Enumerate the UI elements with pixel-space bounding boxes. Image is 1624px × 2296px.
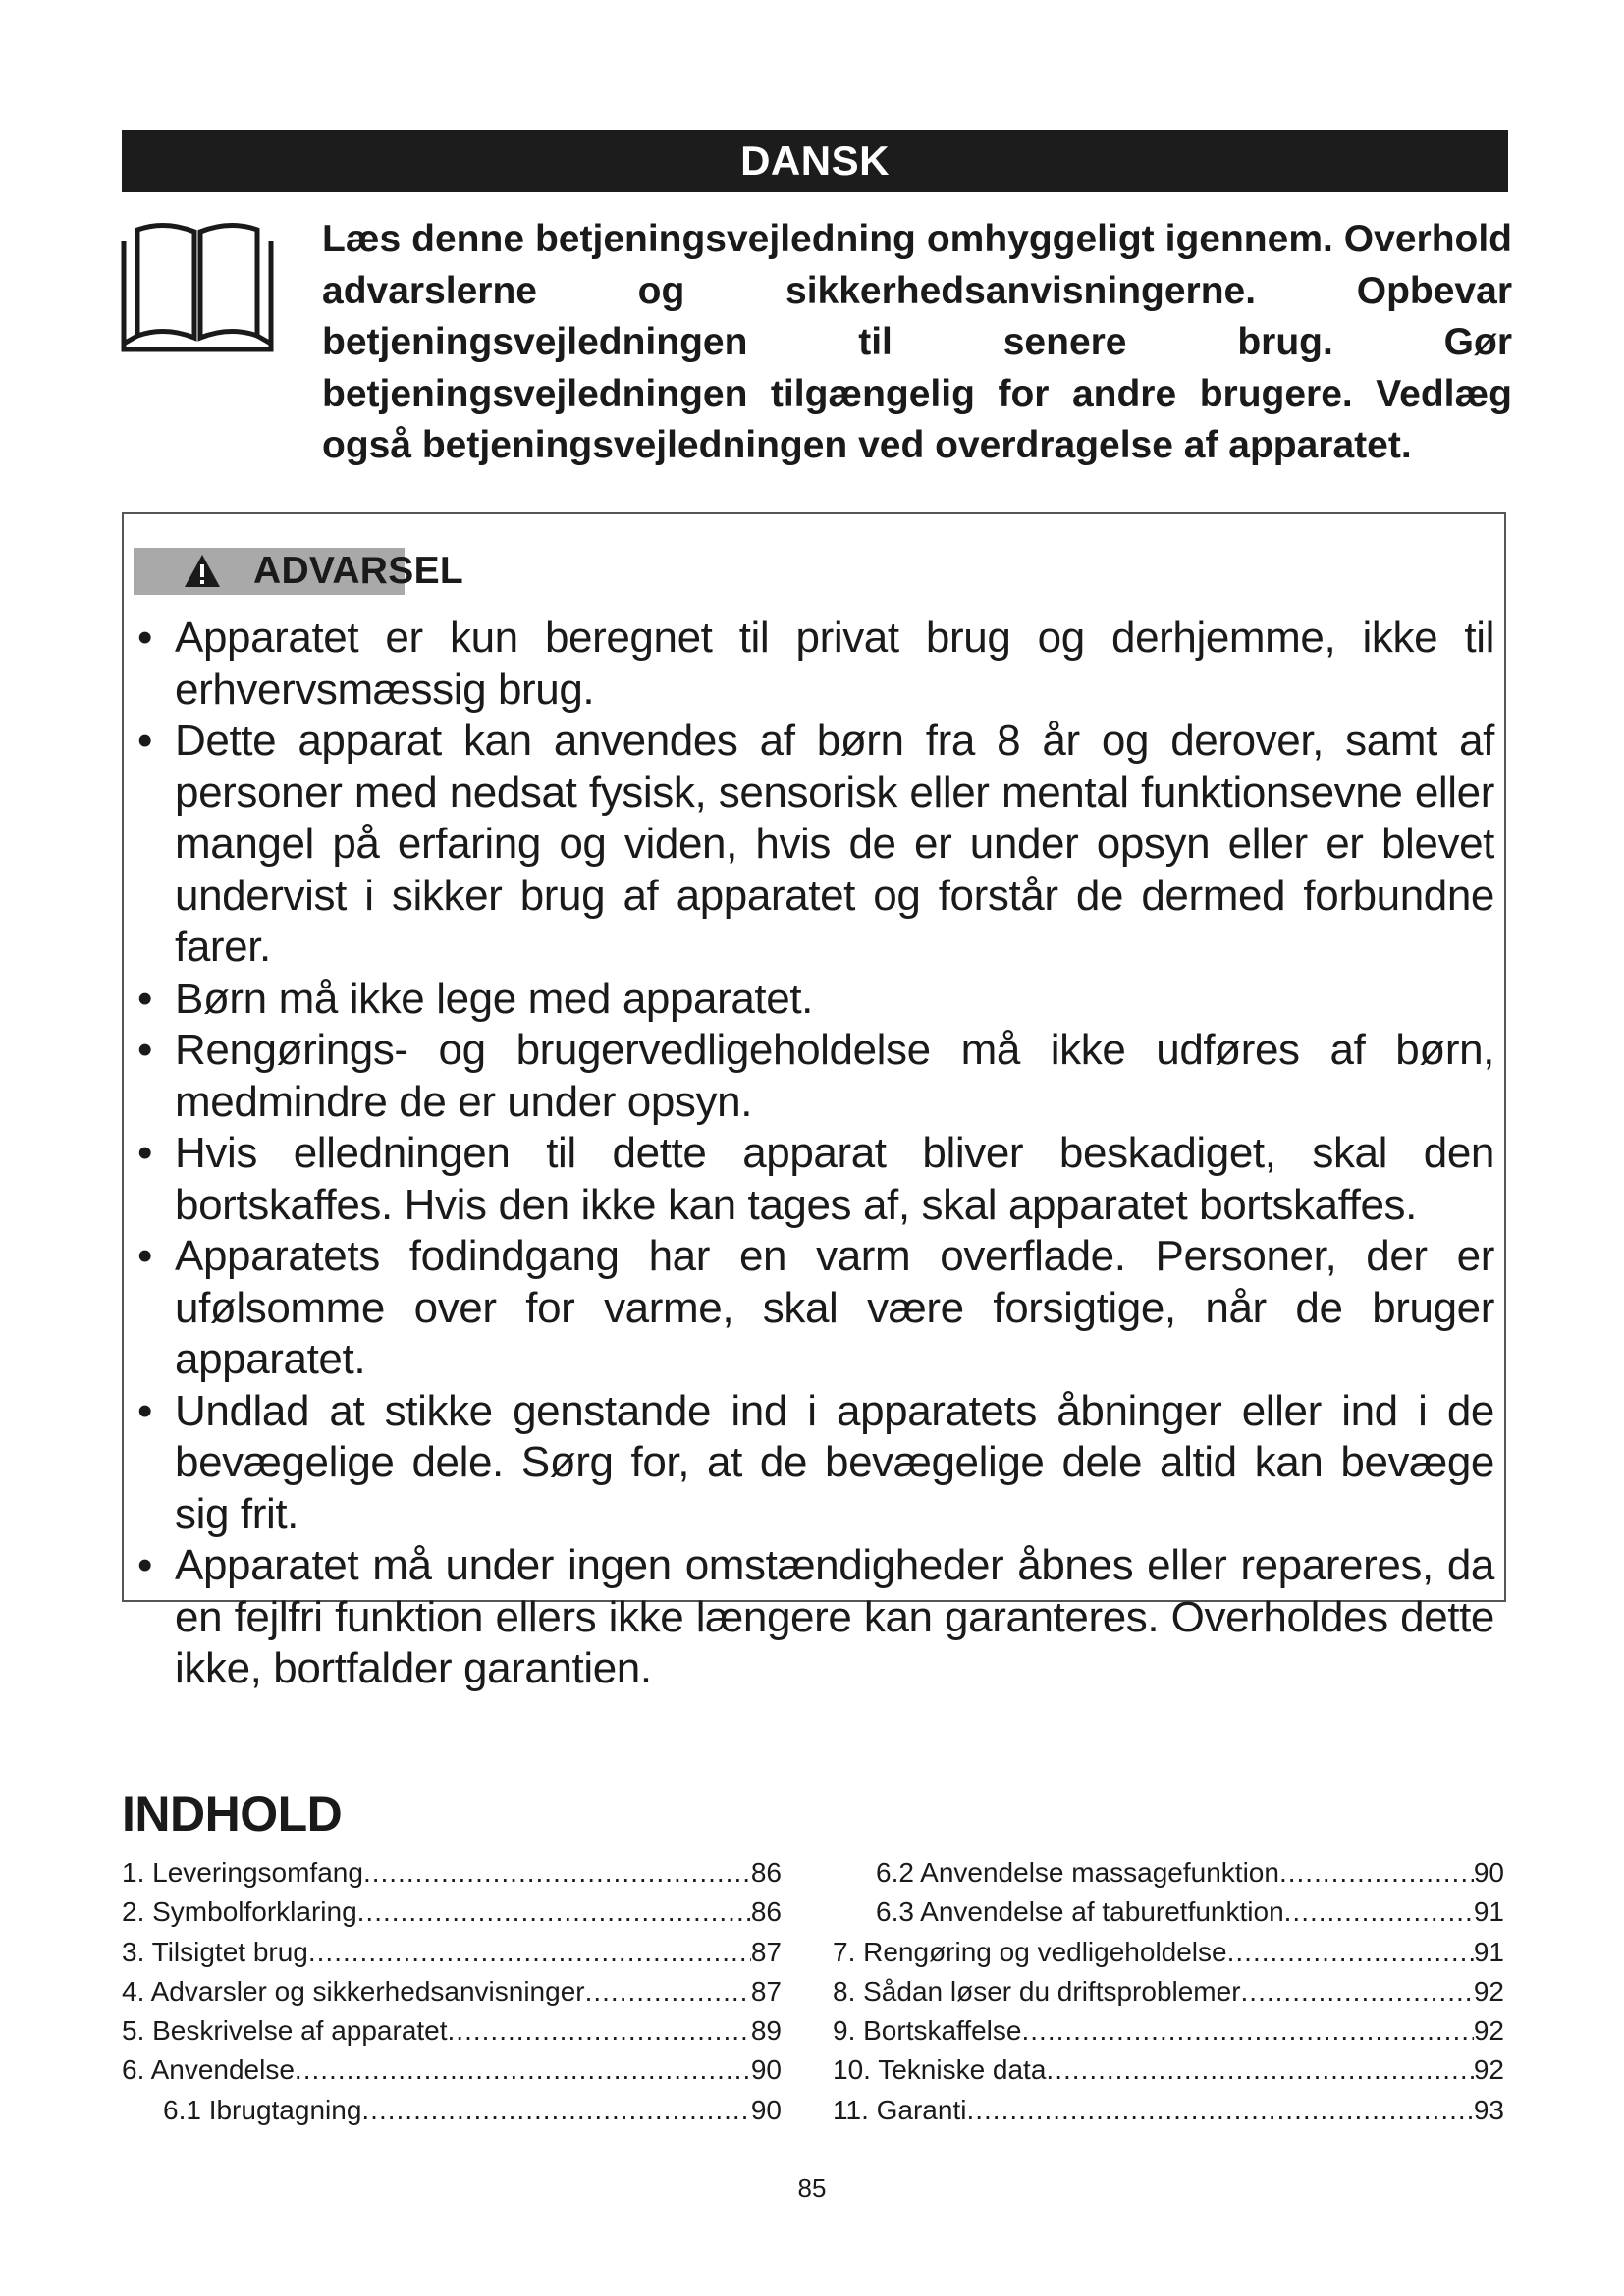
list-item: • Dette apparat kan anvendes af børn fra 8 år og derover, samt af personer med nedsat fysisk, sensorisk eller mental funktionsevne eller mangel på erfaring og viden, hvis de er under opsyn eller er blevet undervist i sikker brug af apparatet og forstår de dermed forbundne farer. <box>137 717 1494 971</box>
language-header: DANSK <box>122 130 1508 192</box>
bullet-icon: • <box>137 717 153 765</box>
list-item: • Apparatets fodindgang har en varm overflade. Personer, der er ufølsomme over for varme, skal være forsigtige, når de bruger apparatet. <box>137 1232 1494 1383</box>
warning-header <box>134 548 723 595</box>
bullet-icon: • <box>137 1386 153 1435</box>
toc-entry[interactable]: 3. Tilsigtet brug ..... 87 <box>122 1933 782 1972</box>
page-number: 85 <box>797 2173 827 2203</box>
toc-entry[interactable]: 10. Tekniske data ..... 92 <box>833 2051 1504 2090</box>
list-item: • Apparatet er kun beregnet til privat brug og derhjemme, ikke til erhvervsmæssig brug. <box>137 614 1494 714</box>
bullet-icon: • <box>137 974 153 1023</box>
toc-title: INDHOLD <box>122 1787 343 1842</box>
toc-entry[interactable]: 2. Symbolforklaring ..... 86 <box>122 1893 782 1932</box>
toc-entry[interactable]: 6.1 Ibrugtagning ..... 90 <box>122 2091 782 2130</box>
warning-list <box>134 613 1494 1695</box>
toc-right-column <box>833 1853 1504 2130</box>
list-item: • Børn må ikke lege med apparatet. <box>134 974 1494 1026</box>
bullet-icon: • <box>137 1232 153 1280</box>
toc-entry[interactable]: 5. Beskrivelse af apparatet ..... 89 <box>122 2011 782 2051</box>
toc-entry[interactable]: 9. Bortskaffelse ..... 92 <box>833 2011 1504 2051</box>
intro-paragraph: Læs denne betjeningsvejledning omhyggeligt igennem. Overhold advarslerne og sikkerhedsanvisningerne. Opbevar betjeningsvejledningen til senere brug. Gør betjeningsvejledningen tilgængelig for andre brugere. Vedlæg også betjeningsvejledningen ved overdragelse af apparatet. <box>322 218 1512 466</box>
toc-entry[interactable]: 6.3 Anvendelse af taburetfunktion ..... 91 <box>833 1893 1504 1932</box>
toc-entry[interactable]: 6. Anvendelse ..... 90 <box>122 2051 782 2090</box>
toc-left-column <box>122 1853 782 2130</box>
bullet-icon: • <box>137 1129 153 1177</box>
list-item: • Undlad at stikke genstande ind i apparatets åbninger eller ind i de bevægelige dele. Sørg for, at de bevægelige dele altid kan bevæge sig frit. <box>137 1386 1494 1538</box>
bullet-icon: • <box>137 614 153 662</box>
toc-entry[interactable]: 11. Garanti ..... 93 <box>833 2091 1504 2130</box>
bullet-icon: • <box>137 1026 153 1074</box>
open-book-icon <box>120 218 275 353</box>
warning-triangle-icon <box>183 552 222 591</box>
toc-entry[interactable]: 8. Sådan løser du driftsproblemer ..... 92 <box>833 1972 1504 2011</box>
toc-entry[interactable]: 1. Leveringsomfang ..... 86 <box>122 1853 782 1893</box>
toc-entry[interactable]: 4. Advarsler og sikkerhedsanvisninger ..... 87 <box>122 1972 782 2011</box>
list-item: • Hvis elledningen til dette apparat bliver beskadiget, skal den bortskaffes. Hvis den ikke kan tages af, skal apparatet bortskaffes. <box>137 1129 1494 1229</box>
list-item: • Apparatet må under ingen omstændigheder åbnes eller repareres, da en fejlfri funktion ellers ikke længere kan garanteres. Overholdes dette ikke, bortfalder garantien. <box>137 1541 1494 1692</box>
toc-entry[interactable]: 7. Rengøring og vedligeholdelse ..... 91 <box>833 1933 1504 1972</box>
bullet-icon: • <box>137 1541 153 1589</box>
toc-entry[interactable]: 6.2 Anvendelse massagefunktion ..... 90 <box>833 1853 1504 1893</box>
list-item: • Rengørings- og brugervedligeholdelse må ikke udføres af børn, medmindre de er under opsyn. <box>137 1026 1494 1126</box>
warning-title: ADVARSEL <box>253 550 464 592</box>
warning-box <box>122 512 1506 1692</box>
